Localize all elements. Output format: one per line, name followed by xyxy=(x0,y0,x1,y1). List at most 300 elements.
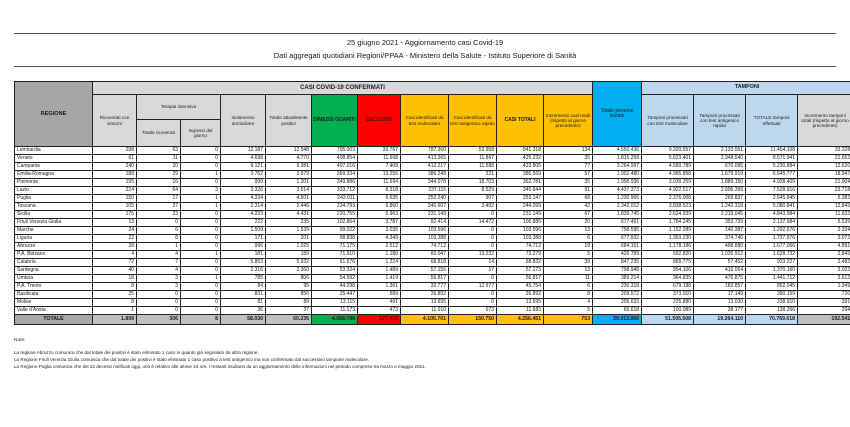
value-cell: 4 xyxy=(137,267,181,275)
value-cell: 106.886 xyxy=(497,219,544,227)
value-cell: 53.324 xyxy=(312,267,358,275)
region-row xyxy=(15,227,850,235)
value-cell: 1.242.318 xyxy=(694,203,746,211)
value-cell: 6 xyxy=(544,235,593,243)
value-cell: 841.318 xyxy=(497,147,544,155)
value-cell: 21.652 xyxy=(798,155,850,163)
value-cell: 1.363.230 xyxy=(642,235,694,243)
value-cell: 1.201 xyxy=(266,179,312,187)
col-header-totale-tamponi: TOTALE tamponi effettuati xyxy=(746,95,798,147)
value-cell: 20 xyxy=(544,219,593,227)
value-cell: 856 xyxy=(266,291,312,299)
value-cell: 57 xyxy=(544,171,593,179)
value-cell: 4.105.701 xyxy=(401,315,449,325)
value-cell: 19.264.110 xyxy=(694,315,746,325)
value-cell: 26.892 xyxy=(497,291,544,299)
value-cell: 4.349 xyxy=(358,235,401,243)
value-cell: 60.235 xyxy=(266,315,312,325)
value-cell: 8 xyxy=(544,291,593,299)
value-cell: 189 xyxy=(266,251,312,259)
value-cell: 231.149 xyxy=(497,211,544,219)
value-cell: 12.187 xyxy=(221,147,266,155)
col-header-regione: REGIONE xyxy=(15,82,93,147)
value-cell: 1.815.258 xyxy=(593,155,642,163)
value-cell: 1.349 xyxy=(798,283,850,291)
value-cell: 9.121 xyxy=(221,163,266,171)
value-cell: 25.447 xyxy=(312,291,358,299)
value-cell: 0 xyxy=(449,291,497,299)
value-cell: 23 xyxy=(137,211,181,219)
value-cell: 3.072 xyxy=(798,235,850,243)
value-cell: 105 xyxy=(93,203,137,211)
note-puglia: La Regione Puglia comunica che dei 22 decessi notificati oggi, uno è relativo alle ultime 24 ore. I restanti risultano da un aggiornamento delle informazioni nel periodo compreso tra marzo e maggio 2021. xyxy=(14,364,426,370)
value-cell: 22 xyxy=(93,235,137,243)
value-cell: 102.864 xyxy=(312,219,358,227)
value-cell: 3.979 xyxy=(266,171,312,179)
region-name: Liguria xyxy=(15,235,93,243)
value-cell: 84 xyxy=(221,283,266,291)
value-cell: 68 xyxy=(544,195,593,203)
col-header-isolamento: Isolamento domiciliare xyxy=(221,95,266,147)
value-cell: 12.620 xyxy=(798,163,850,171)
value-cell: 2.360 xyxy=(266,267,312,275)
value-cell: 89 xyxy=(266,299,312,307)
value-cell: 0 xyxy=(181,147,221,155)
value-cell: 4.843.984 xyxy=(746,211,798,219)
value-cell: 349.886 xyxy=(312,179,358,187)
value-cell: 3.326 xyxy=(221,187,266,195)
region-row xyxy=(15,171,850,179)
region-name: Sicilia xyxy=(15,211,93,219)
value-cell: 92.414 xyxy=(401,219,449,227)
value-cell: 306 xyxy=(137,315,181,325)
value-cell: 21.904 xyxy=(798,179,850,187)
band-casi-confermati: CASI COVID-19 CONFERMATI xyxy=(93,82,593,95)
value-cell: 73.279 xyxy=(497,251,544,259)
value-cell: 74.712 xyxy=(401,243,449,251)
value-cell: 1.902.480 xyxy=(593,171,642,179)
value-cell: 5.230.884 xyxy=(746,163,798,171)
title-box xyxy=(14,33,836,67)
note-abruzzo: La regione Abruzzo comunica che dal totale dei positivi è stato eliminato 1 caso in quanto già segnalato da altra regione. xyxy=(14,349,259,355)
value-cell: 795.003 xyxy=(312,147,358,155)
col-header-dimessi-guariti: DIMESSI GUARITI xyxy=(312,95,358,147)
value-cell: 3.612 xyxy=(798,275,850,283)
value-cell: 1.839.745 xyxy=(593,211,642,219)
value-cell: 14.472 xyxy=(449,219,497,227)
value-cell: 252.240 xyxy=(401,195,449,203)
covid-data-table xyxy=(14,81,850,325)
value-cell: 36 xyxy=(221,307,266,315)
value-cell: 40 xyxy=(93,267,137,275)
value-cell: 3 xyxy=(137,283,181,291)
value-cell: 4.965.858 xyxy=(642,171,694,179)
value-cell: 798.948 xyxy=(593,267,642,275)
value-cell: 67 xyxy=(544,211,593,219)
value-cell: 1 xyxy=(93,307,137,315)
value-cell: 0 xyxy=(137,291,181,299)
value-cell: 181 xyxy=(221,251,266,259)
value-cell: 2.512 xyxy=(358,243,401,251)
value-cell: 1.958.936 xyxy=(593,179,642,187)
value-cell: 138.266 xyxy=(746,307,798,315)
region-row xyxy=(15,211,850,219)
value-cell: 100.089 xyxy=(642,307,694,315)
value-cell: 321 xyxy=(449,171,497,179)
region-name: Calabria xyxy=(15,259,93,267)
region-row xyxy=(15,283,850,291)
value-cell: 1.509 xyxy=(221,227,266,235)
value-cell: 2.948.540 xyxy=(694,155,746,163)
col-header-incremento-casi: Incremento casi totali (rispetto al giorno precedente) xyxy=(544,95,593,147)
value-cell: 0 xyxy=(181,227,221,235)
value-cell: 677.461 xyxy=(593,219,642,227)
value-cell: 0 xyxy=(181,179,221,187)
region-name: Abruzzo xyxy=(15,243,93,251)
value-cell: 230.318 xyxy=(593,283,642,291)
value-cell: 1 xyxy=(181,171,221,179)
value-cell: 11.694 xyxy=(358,179,401,187)
value-cell: 0 xyxy=(181,219,221,227)
notes-label: Note: xyxy=(14,338,26,343)
value-cell: 134 xyxy=(544,147,593,155)
value-cell: 337.115 xyxy=(401,187,449,195)
value-cell: 5.853 xyxy=(221,259,266,267)
value-cell: 344.078 xyxy=(401,179,449,187)
value-cell: 13 xyxy=(544,267,593,275)
value-cell: 1.292.676 xyxy=(746,227,798,235)
value-cell: 373.010 xyxy=(642,291,694,299)
value-cell: 4.928.409 xyxy=(746,179,798,187)
value-cell: 345.644 xyxy=(497,187,544,195)
value-cell: 0 xyxy=(181,299,221,307)
value-cell: 907 xyxy=(449,195,497,203)
value-cell: 57.156 xyxy=(401,267,449,275)
region-row xyxy=(15,299,850,307)
col-header-casi-antigenico: Casi identificati da test antigenico rapido xyxy=(449,95,497,147)
value-cell: 205.633 xyxy=(593,299,642,307)
region-row xyxy=(15,179,850,187)
value-cell: 3.492 xyxy=(449,203,497,211)
value-cell: 389.214 xyxy=(593,275,642,283)
value-cell: 5 xyxy=(544,251,593,259)
value-cell: 1 xyxy=(181,203,221,211)
value-cell: 18 xyxy=(93,275,137,283)
value-cell: 71.175 xyxy=(312,243,358,251)
value-cell: 4.233 xyxy=(221,211,266,219)
value-cell: 862.045 xyxy=(746,283,798,291)
value-cell: 4.698 xyxy=(221,155,266,163)
value-cell: 8 xyxy=(93,283,137,291)
col-header-persone-testate: Totale persone testate xyxy=(593,82,642,147)
value-cell: 2.314 xyxy=(221,203,266,211)
value-cell: 4.770 xyxy=(266,155,312,163)
value-cell: 2.334 xyxy=(798,227,850,235)
value-cell: 3.022 xyxy=(798,267,850,275)
value-cell: 77 xyxy=(544,163,593,171)
value-cell: 11.867 xyxy=(449,155,497,163)
value-cell: 753 xyxy=(544,315,593,325)
region-name: Umbria xyxy=(15,275,93,283)
value-cell: 224 xyxy=(93,187,137,195)
value-cell: 1.224 xyxy=(358,259,401,267)
value-cell: 5.932 xyxy=(266,259,312,267)
value-cell: 0 xyxy=(137,307,181,315)
value-cell: 225.880 xyxy=(642,299,694,307)
value-cell: 0 xyxy=(181,291,221,299)
value-cell: 1.677.066 xyxy=(746,243,798,251)
value-cell: 150.750 xyxy=(449,315,497,325)
region-row xyxy=(15,251,850,259)
value-cell: 9.381 xyxy=(266,163,312,171)
region-row xyxy=(15,243,850,251)
value-cell: 1.784.245 xyxy=(642,219,694,227)
value-cell: 11 xyxy=(544,275,593,283)
region-name: Molise xyxy=(15,299,93,307)
value-cell: 5.963 xyxy=(358,211,401,219)
value-cell: 1.899 xyxy=(93,315,137,325)
value-cell: 0 xyxy=(181,163,221,171)
value-cell: 4.922.517 xyxy=(642,187,694,195)
value-cell: 70.769.618 xyxy=(746,315,798,325)
region-name: Valle d'Aosta xyxy=(15,307,93,315)
value-cell: 57.452 xyxy=(694,259,746,267)
value-cell: 13 xyxy=(93,219,137,227)
value-cell: 13.695 xyxy=(497,299,544,307)
value-cell: 785 xyxy=(221,275,266,283)
value-cell: 476.875 xyxy=(694,275,746,283)
value-cell: 51.505.508 xyxy=(642,315,694,325)
value-cell: 99.022 xyxy=(312,227,358,235)
value-cell: 234.793 xyxy=(312,203,358,211)
value-cell: 33.767 xyxy=(358,147,401,155)
value-cell: 0 xyxy=(181,235,221,243)
value-cell: 413.365 xyxy=(401,155,449,163)
value-cell: 990 xyxy=(221,179,266,187)
value-cell: 81 xyxy=(221,299,266,307)
value-cell: 923.227 xyxy=(746,259,798,267)
value-cell: 7.408 xyxy=(358,163,401,171)
value-cell: 2.133.551 xyxy=(694,147,746,155)
region-row xyxy=(15,195,850,203)
value-cell: 3.787 xyxy=(358,219,401,227)
region-row xyxy=(15,291,850,299)
value-cell: 996 xyxy=(221,243,266,251)
value-cell: 220.755 xyxy=(312,211,358,219)
col-header-attualmente-positivi: Totale attualmente positivi xyxy=(266,95,312,147)
value-cell: 188 xyxy=(93,171,137,179)
value-cell: 964.835 xyxy=(642,275,694,283)
value-cell: 45.754 xyxy=(497,283,544,291)
region-name: Veneto xyxy=(15,155,93,163)
value-cell: 1.178.186 xyxy=(642,243,694,251)
region-row xyxy=(15,307,850,315)
value-cell: 65.618 xyxy=(593,307,642,315)
value-cell: 8 xyxy=(181,315,221,325)
region-row xyxy=(15,203,850,211)
value-cell: 13.232 xyxy=(449,251,497,259)
region-name: Puglia xyxy=(15,195,93,203)
value-cell: 27 xyxy=(137,203,181,211)
value-cell: 61 xyxy=(93,155,137,163)
value-cell: 11.010 xyxy=(401,307,449,315)
value-cell: 240 xyxy=(93,163,137,171)
value-cell: 33.328 xyxy=(798,147,850,155)
value-cell: 9.320.557 xyxy=(642,147,694,155)
value-cell: 4.550.436 xyxy=(593,147,642,155)
value-cell: 11.608 xyxy=(358,155,401,163)
value-cell: 8 xyxy=(93,299,137,307)
value-cell: 2.843 xyxy=(798,251,850,259)
value-cell: 4 xyxy=(93,251,137,259)
value-cell: 673 xyxy=(449,307,497,315)
value-cell: 386.569 xyxy=(497,171,544,179)
value-cell: 3.039.259 xyxy=(642,179,694,187)
value-cell: 3.762 xyxy=(221,171,266,179)
value-cell: 13 xyxy=(544,227,593,235)
value-cell: 679.188 xyxy=(642,283,694,291)
value-cell: 3.838.523 xyxy=(642,203,694,211)
value-cell: 235 xyxy=(266,219,312,227)
value-cell: 171 xyxy=(221,235,266,243)
value-cell: 0 xyxy=(449,227,497,235)
value-cell: 0 xyxy=(449,275,497,283)
value-cell: 4.256.451 xyxy=(497,315,544,325)
value-cell: 0 xyxy=(181,155,221,163)
value-cell: 3 xyxy=(181,187,221,195)
value-cell: 35 xyxy=(544,179,593,187)
value-cell: 0 xyxy=(449,211,497,219)
value-cell: 63 xyxy=(137,147,181,155)
value-cell: 4.501 xyxy=(266,195,312,203)
value-cell: 201 xyxy=(266,235,312,243)
value-cell: 412.217 xyxy=(401,163,449,171)
value-cell: 390.159 xyxy=(746,291,798,299)
value-cell: 0 xyxy=(181,307,221,315)
value-cell: 72 xyxy=(93,259,137,267)
value-cell: 3.614 xyxy=(266,187,312,195)
value-cell: 7 xyxy=(137,259,181,267)
value-cell: 103.596 xyxy=(497,227,544,235)
value-cell: 44.298 xyxy=(312,283,358,291)
value-cell: 1.152.289 xyxy=(642,227,694,235)
region-name: Sardegna xyxy=(15,267,93,275)
value-cell: 42 xyxy=(544,203,593,211)
col-header-totale-ricoverati: Totale ricoverati xyxy=(137,120,181,147)
value-cell: 23.718 xyxy=(798,187,850,195)
value-cell: 56.817 xyxy=(401,275,449,283)
value-cell: 4.068.798 xyxy=(312,315,358,325)
region-row xyxy=(15,163,850,171)
value-cell: 369.334 xyxy=(312,171,358,179)
value-cell: 95 xyxy=(266,283,312,291)
value-cell: 209.572 xyxy=(593,291,642,299)
value-cell: 677.932 xyxy=(593,235,642,243)
value-cell: 20 xyxy=(137,163,181,171)
col-header-casi-totali: CASI TOTALI xyxy=(497,95,544,147)
region-row xyxy=(15,275,850,283)
value-cell: 13.256 xyxy=(358,171,401,179)
value-cell: 6.635 xyxy=(358,195,401,203)
value-cell: 32.777 xyxy=(401,283,449,291)
value-cell: 425.232 xyxy=(497,155,544,163)
value-cell: 3.264.997 xyxy=(593,163,642,171)
value-cell: 0 xyxy=(181,267,221,275)
value-cell: 35 xyxy=(544,155,593,163)
value-cell: 720 xyxy=(798,291,850,299)
value-cell: 11 xyxy=(137,155,181,163)
value-cell: 1.628.732 xyxy=(746,251,798,259)
value-cell: 592.820 xyxy=(642,251,694,259)
value-cell: 831 xyxy=(221,291,266,299)
value-cell: 0 xyxy=(181,259,221,267)
value-cell: 0 xyxy=(449,299,497,307)
region-name: Campania xyxy=(15,163,93,171)
region-name: Toscana xyxy=(15,203,93,211)
value-cell: 12.548 xyxy=(266,147,312,155)
value-cell: 1.489 xyxy=(358,267,401,275)
value-cell: 491 xyxy=(358,299,401,307)
value-cell: 1.361 xyxy=(358,283,401,291)
value-cell: 4.437.373 xyxy=(593,187,642,195)
value-cell: 13.030 xyxy=(694,299,746,307)
value-cell: 4.891 xyxy=(798,243,850,251)
value-cell: 8.571.941 xyxy=(746,155,798,163)
value-cell: 71.910 xyxy=(312,251,358,259)
value-cell: 847.235 xyxy=(593,259,642,267)
value-cell: 3 xyxy=(137,275,181,283)
col-header-terapia-intensiva: Terapia intensiva xyxy=(137,95,221,120)
value-cell: 18.703 xyxy=(449,179,497,187)
value-cell: 103.388 xyxy=(401,235,449,243)
value-cell: 684.151 xyxy=(593,243,642,251)
value-cell: 2.482 xyxy=(798,259,850,267)
value-cell: 29 xyxy=(137,171,181,179)
value-cell: 17 xyxy=(137,195,181,203)
value-cell: 17.149 xyxy=(694,291,746,299)
value-cell: 25 xyxy=(93,291,137,299)
value-cell: 4.431 xyxy=(266,211,312,219)
value-cell: 58.030 xyxy=(221,315,266,325)
value-cell: 353.739 xyxy=(694,219,746,227)
value-cell: 103.596 xyxy=(401,227,449,235)
region-name: Friuli Venezia Giulia xyxy=(15,219,93,227)
value-cell: 423.805 xyxy=(497,163,544,171)
value-cell: 333.712 xyxy=(312,187,358,195)
value-cell: 222 xyxy=(221,219,266,227)
value-cell: 54.592 xyxy=(312,275,358,283)
table-body xyxy=(15,147,850,325)
value-cell: 0 xyxy=(449,243,497,251)
value-cell: 13.695 xyxy=(401,299,449,307)
value-cell: 11.683 xyxy=(497,307,544,315)
value-cell: 416.054 xyxy=(694,267,746,275)
value-cell: 13.115 xyxy=(312,299,358,307)
value-cell: 61.676 xyxy=(312,259,358,267)
value-cell: 1 xyxy=(181,275,221,283)
value-cell: 57.173 xyxy=(497,267,544,275)
value-cell: 0 xyxy=(137,219,181,227)
value-cell: 426.789 xyxy=(593,251,642,259)
value-cell: 473 xyxy=(358,307,401,315)
value-cell: 64 xyxy=(137,187,181,195)
value-cell: 0 xyxy=(449,235,497,243)
value-cell: 8.529 xyxy=(449,187,497,195)
col-header-ricoverati: Ricoverati con sintomi xyxy=(93,95,137,147)
value-cell: 374.746 xyxy=(694,235,746,243)
value-cell: 127.418 xyxy=(358,315,401,325)
value-cell: 17 xyxy=(449,267,497,275)
